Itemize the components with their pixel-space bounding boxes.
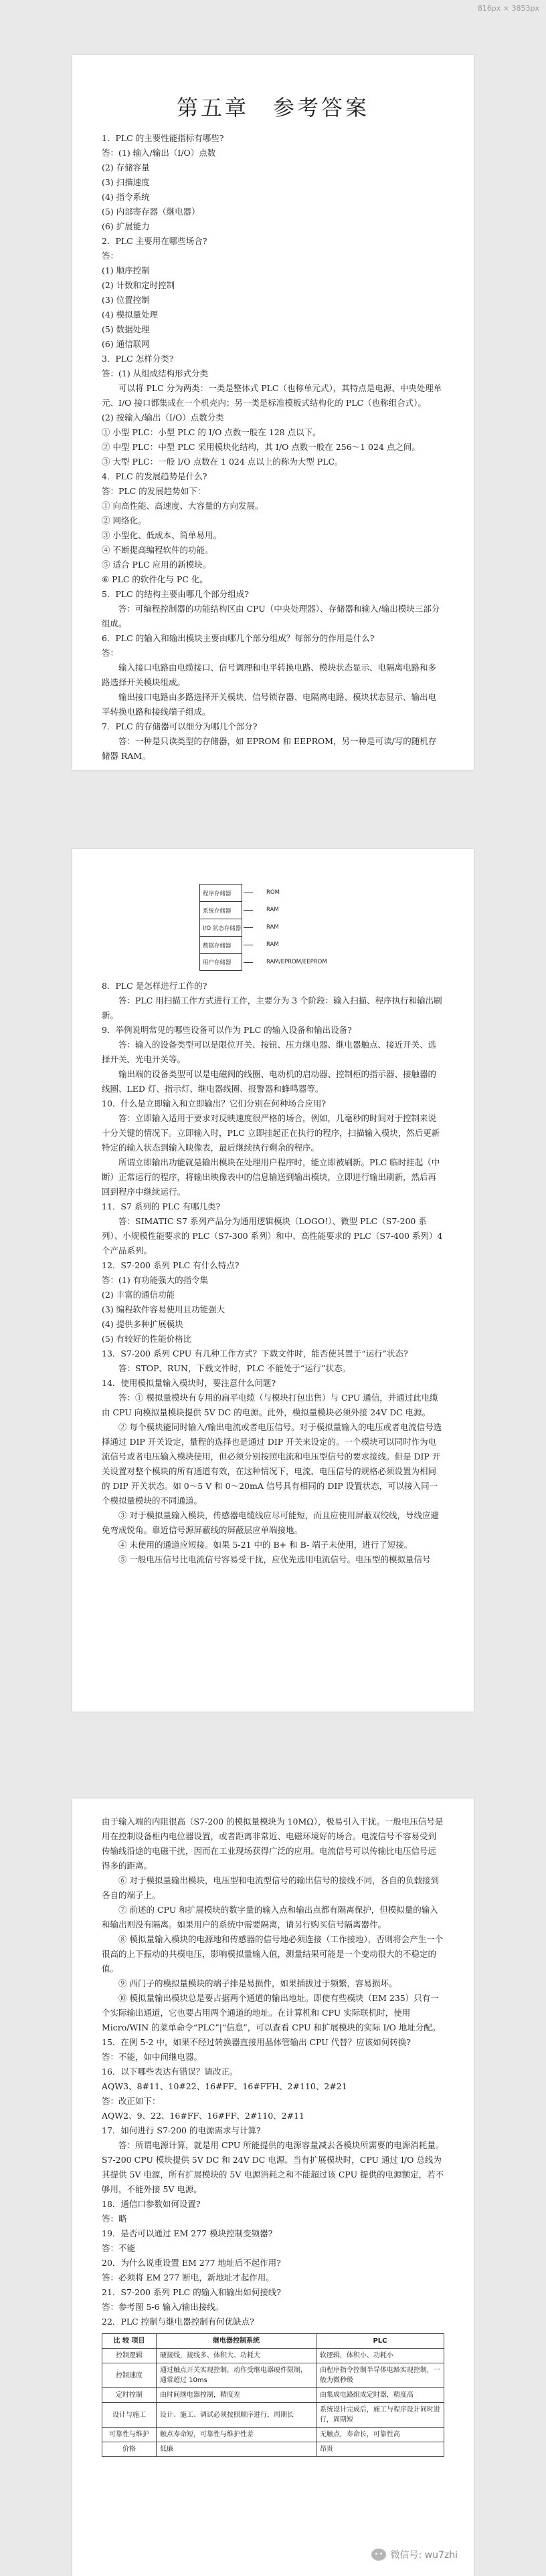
wechat-icon <box>371 2549 386 2561</box>
question-line: 2．PLC 主要用在哪些场合? <box>102 236 207 246</box>
memory-type-label: ROM <box>266 889 280 896</box>
question-line: 20．为什么说重设置 EM 277 地址后不起作用? <box>102 2258 281 2268</box>
answer-line: (3) 编程软件容易使用且功能强大 <box>102 1304 225 1314</box>
answer-line: 答：必须将 EM 277 断电，新地址才起作用。 <box>102 2272 274 2282</box>
table-cell: 控制逻辑 <box>102 2349 157 2363</box>
answer-line: ① 向高性能、高速度、大容量的方向发展。 <box>102 501 264 511</box>
memory-structure-diagram <box>199 884 347 971</box>
answer-line: ⑥ PLC 的软件化与 PC 化。 <box>102 574 208 584</box>
answer-line: (2) 存储容量 <box>102 162 150 172</box>
question-line: 21．S7-200 系列 PLC 的输入和输出如何接线? <box>102 2287 281 2297</box>
answer-line: (4) 提供多种扩展模块 <box>102 1319 183 1329</box>
chapter-title: 第五章 参考答案 <box>176 95 369 120</box>
answer-line: (2) 丰富的通信功能 <box>102 1290 175 1300</box>
table-cell: 设计、施工、调试必须按照顺序进行，周期长 <box>157 2403 316 2428</box>
memory-row <box>199 884 347 901</box>
answer-line: 答：STOP、RUN，下载文件时，PLC 不能处于“运行”状态。 <box>118 1363 351 1373</box>
table-cell: 由集成电路组成定时器，精度高 <box>316 2388 444 2403</box>
answer-line: (2) 计数和定时控制 <box>102 280 175 290</box>
answer-line: 答：不能，如中间继电器。 <box>102 2052 203 2062</box>
memory-leader-line <box>244 927 253 928</box>
question-line: 9．举例说明常见的哪些设备可以作为 PLC 的输入设备和输出设备? <box>102 1025 352 1035</box>
memory-row <box>199 936 347 953</box>
answer-line: ⑩ 模拟量输出模块总是要占据两个通道的输出地址。即使有些模块（EM 235）只有一个实际输出通道，它也要占用两个通道的地址。在计算机和 CPU 实际联机时，使用 Micro/WIN 的菜单命令“PLC”|“信息”，可以查看 CPU 和扩展模块的实际 I/O 地址分配。 <box>102 1993 441 2032</box>
answer-line: 答：不能 <box>102 2243 136 2253</box>
answer-line: ② 每个模块能同时输入/输出电流或者电压信号。对于模拟量输入的电压或者电流信号选择通过 DIP 开关设定，量程的选择也是通过 DIP 开关来设定的。一个模块可以同时作为电流信号或者电压输入模块使用，但必须分别按照电流和电压型信号的要求接线。但是 DIP 开关设置对整个模块的所有通道有效，在这种情况下，电流、电压信号的规格必须设置为相同的 DIP 开关状态。如 0～5 V 和 0～20mA 信号具有相同的 DIP 设置状态，可以接入同一个模拟量模块的不同通道。 <box>102 1422 442 1506</box>
answer-line: (3) 位置控制 <box>102 295 150 305</box>
question-line: 3．PLC 怎样分类? <box>102 354 174 364</box>
table-row <box>102 2403 444 2428</box>
question-line: 6．PLC 的输入和输出模块主要由哪几个部分组成？每部分的作用是什么? <box>102 633 375 643</box>
question-line: 16．以下哪些表达有错误？请改正。 <box>102 2067 238 2077</box>
table-row <box>102 2349 444 2363</box>
answer-line: ⑤ 一般电压信号比电流信号容易受干扰，应优先选用电流信号。电压型的模拟量信号 <box>118 1554 431 1564</box>
answer-line: ④ 未使用的通道应短接。如果 5-21 中的 B+ 和 B- 端子未使用，进行了短接。 <box>118 1540 413 1550</box>
answer-line: ⑦ 前述的 CPU 和扩展模块的数字量的输入点和输出点都有隔离保护，但模拟量的输入和输出则没有隔离。如果用户的系统中需要隔离，请另行购买信号隔离器件。 <box>102 1905 438 1929</box>
answer-line: 输入接口电路由电缆接口、信号调理和电平转换电路、模块状态显示、电隔离电路和多路选择开关模块组成。 <box>102 663 437 687</box>
question-line: 11．S7 系列的 PLC 有哪几类? <box>102 1201 221 1211</box>
answer-line: (6) 扩展能力 <box>102 221 150 231</box>
page-1-text <box>102 131 444 764</box>
question-line: 18．通信口参数如何设置? <box>102 2199 201 2209</box>
answer-line: 答：改正如下： <box>102 2096 161 2106</box>
table-cell: 通过触点开关实现控制，动作受继电器硬件限制，通常超过 10ms <box>157 2363 316 2388</box>
question-line: 8．PLC 是怎样进行工作的? <box>102 981 207 991</box>
answer-line: 答：(1) 从组成结构形式分类 <box>102 368 209 378</box>
answer-line: 可以将 PLC 分为两类：一类是整体式 PLC（也称单元式），其特点是电源、中央处理单元、I/O 接口都集成在一个机壳内；另一类是标准模板式结构化的 PLC（也称组合式）。 <box>102 383 442 408</box>
memory-row <box>199 901 347 919</box>
question-line: 10．什么是立即输入和立即输出？它们分别在何种场合应用? <box>102 1098 327 1108</box>
answer-line: (5) 内部寄存器（继电器） <box>102 207 200 217</box>
table-cell: 低廉 <box>157 2442 316 2457</box>
answer-line: AQW3、8#11、10#22、16#FF、16#FFH、2#110、2#21 <box>102 2081 347 2091</box>
table-cell: 由程序指令控制半导体电路实现控制，一般为微秒级 <box>316 2363 444 2388</box>
wechat-watermark <box>371 2548 458 2561</box>
answer-line: 答：略 <box>102 2214 127 2224</box>
table-header-cell: 比 较 项目 <box>102 2334 157 2349</box>
answer-line: 所谓立即输出功能就是输出模块在处理用户程序时，能立即被刷新。PLC 临时挂起（中断）正常运行的程序，将输出映像表中的信息输送到输出模块，立即进行输出刷新，然后再回到程序中继续运行。 <box>102 1157 440 1197</box>
answer-line: 答：立即输入适用于要求对反映速度很严格的场合，例如，几毫秒的时间对于控制来说十分关键的情况下。立即输入时，PLC 立即挂起正在执行的程序，扫描输入模块，然后更新特定的输入状态到输入映像表，最后继续执行剩余的程序。 <box>102 1113 440 1153</box>
answer-line: ① 小型 PLC：小型 PLC 的 I/O 点数一般在 128 点以下。 <box>102 427 321 437</box>
answer-line: ⑧ 模拟量输入模块的电源地和传感器的信号地必须连接（工作接地），否则将会产生一个很高的上下振动的共模电压，影响模拟量输入值，测量结果可能是一个变动很大的不稳定的值。 <box>102 1934 444 1974</box>
answer-line: 答：SIMATIC S7 系列产品分为通用逻辑模块（LOGO!）、微型 PLC（S7-200 系列）、小规模性能要求的 PLC（S7-300 系列）和中、高性能要求的 PLC（S7-400 系列）4 个产品系列。 <box>102 1216 443 1256</box>
answer-line: (2) 按输入/输出（I/O）点数分类 <box>102 413 224 423</box>
answer-line: ⑨ 西门子的模拟量模块的端子排是易损件，如果插拔过于频繁，容易损坏。 <box>118 1978 397 1988</box>
answer-line: 答：可编程控制器的功能结构区由 CPU（中央处理器）、存储器和输入/输出模块三部分组成。 <box>102 604 440 628</box>
answer-line: 答：① 模拟量模块有专用的扁平电缆（与模块打包出售）与 CPU 通信，并通过此电缆由 CPU 向模拟量模块提供 5V DC 的电源。此外，模拟量模块必须外接 24V DC 电源。 <box>102 1393 438 1417</box>
answer-line: 输出接口电路由多路选择开关模块、信号锁存器、电隔离电路、模块状态显示、输出电平转换电路和接线端子组成。 <box>102 692 437 717</box>
answer-line: ⑥ 对于模拟量输出模块，电压型和电流型信号的输出信号的接线不同，各自的负载接到各自的端子上。 <box>102 1875 439 1900</box>
answer-line: (3) 扫描速度 <box>102 177 150 187</box>
answer-line: 答：所谓电源计算，就是用 CPU 所能提供的电源容量减去各模块所需要的电源消耗量。S7-200 CPU 模块提供 5V DC 和 24V DC 电源。当有扩展模块时，CPU 通过 I/O 总线为其提供 5V 电源，所有扩展模块的 5V 电源消耗之和不能超过该 CPU 提供的电源额定，若不够用，不能外接 5V 电源。 <box>102 2140 444 2194</box>
answer-line: ③ 大型 PLC：一般 I/O 点数在 1 024 点以上的称为大型 PLC。 <box>102 457 343 467</box>
table-cell: 设计与施工 <box>102 2403 157 2428</box>
memory-row <box>199 953 347 971</box>
table-header-row <box>102 2334 444 2349</box>
answer-line: 答：参考图 5-6 输入/输出接线。 <box>102 2302 224 2312</box>
question-line: 15．在例 5-2 中，如果不经过转换器直接用晶体管输出 CPU 代替？应该如何转换? <box>102 2037 411 2047</box>
document-page-2 <box>72 849 474 1712</box>
answer-line: ② 中型 PLC：中型 PLC 采用模块化结构，其 I/O 点数一般在 256～1 024 点之间。 <box>102 442 420 452</box>
question-line: 4．PLC 的发展趋势是什么? <box>102 471 207 481</box>
memory-area-label: 程序存储器 <box>199 884 242 901</box>
memory-area-label: 数据存储器 <box>199 936 242 953</box>
memory-leader-line <box>244 962 253 963</box>
table-row <box>102 2363 444 2388</box>
document-page-1 <box>72 55 474 770</box>
answer-line: 由于输入端的内阻很高（S7-200 的模拟量模块为 10MΩ），极易引入干扰。一般电压信号是用在控制设备柜内电位器设置，或者距离非常近、电磁环境好的场合。电流信号不容易受到传输线沿途的电磁干扰，因而在工业现场获得广泛的应用。电流信号可以传输比电压信号远得多的距离。 <box>102 1817 444 1871</box>
page-3-text <box>102 1814 444 2329</box>
answer-line: 输出端的设备类型可以是电磁阀的线圈、电动机的启动器、控制柜的指示器、接触器的线圈、LED 灯、指示灯、继电器线圈、报警器和蜂鸣器等。 <box>102 1069 437 1094</box>
memory-row <box>199 919 347 936</box>
table-cell: 触点寿命短，可靠性与维护性差 <box>157 2428 316 2442</box>
answer-line: ⑤ 适合 PLC 应用的新模块。 <box>102 560 211 570</box>
table-cell: 系统设计完成后，施工与程序设计同时进行，周期短 <box>316 2403 444 2428</box>
question-line: 19．是否可以通过 EM 277 模块控制变频器? <box>102 2228 273 2238</box>
question-line: 14．使用模拟量输入模块时，要注意什么问题? <box>102 1378 276 1388</box>
memory-type-label: RAM <box>266 941 279 948</box>
memory-area-label: I/O 状态存储器 <box>199 919 242 936</box>
table-row <box>102 2442 444 2457</box>
memory-leader-line <box>244 910 253 911</box>
memory-type-label: RAM/EPROM/EEPROM <box>266 959 327 965</box>
answer-line: ② 网络化。 <box>102 515 147 525</box>
memory-type-label: RAM <box>266 907 279 913</box>
table-cell: 由时间继电器控制，精度差 <box>157 2388 316 2403</box>
memory-area-label: 用户存储器 <box>199 953 242 971</box>
answer-line: AQW2、9、22、16#FF、16#FF、2#110、2#11 <box>102 2111 305 2121</box>
table-cell: 可靠性与维护 <box>102 2428 157 2442</box>
answer-line: 答：PLC 的发展趋势如下： <box>102 486 206 496</box>
question-line: 17．如何进行 S7-200 的电源需求与计算? <box>102 2125 261 2135</box>
table-cell: 无触点，寿命长，可靠性高 <box>316 2428 444 2442</box>
table-cell: 控制速度 <box>102 2363 157 2388</box>
answer-line: 答：一种是只读类型的存储器，如 EPROM 和 EEPROM，另一种是可读/写的随机存储器 RAM。 <box>102 736 437 761</box>
answer-line: 答：输入的设备类型可以是限位开关、按钮、压力继电器、继电器触点、接近开关、选择开关、光电开关等。 <box>102 1040 437 1064</box>
document-page-3 <box>72 1798 474 2576</box>
question-line: 22．PLC 控制与继电器控制有何优缺点? <box>102 2317 254 2327</box>
answer-line: ③ 对于模拟量输入模块，传感器电缆线应尽可能短，而且应使用屏蔽双绞线，导线应避免弯成锐角。靠近信号源屏蔽线的屏蔽层应单端接地。 <box>102 1510 439 1535</box>
table-cell: 价格 <box>102 2442 157 2457</box>
table-cell: 昂贵 <box>316 2442 444 2457</box>
table-cell: 定时控制 <box>102 2388 157 2403</box>
answer-line: 答： <box>102 648 119 658</box>
memory-type-label: RAM <box>266 924 279 931</box>
question-line: 1．PLC 的主要性能指标有哪些? <box>102 133 224 143</box>
memory-area-label: 系统存储器 <box>199 901 242 919</box>
image-size-label: 816px × 3853px <box>477 4 539 13</box>
answer-line: 答： <box>102 251 119 261</box>
table-row <box>102 2388 444 2403</box>
question-line: 5．PLC 的结构主要由哪几个部分组成? <box>102 589 249 599</box>
answer-line: (6) 通信联网 <box>102 339 150 349</box>
table-row <box>102 2428 444 2442</box>
answer-line: (5) 数据处理 <box>102 324 150 334</box>
answer-line: 答：PLC 用扫描工作方式进行工作，主要分为 3 个阶段：输入扫描、程序执行和输出刷新。 <box>102 996 442 1020</box>
answer-line: 答：(1) 输入/输出（I/O）点数 <box>102 148 216 158</box>
answer-line: (4) 模拟量处理 <box>102 310 159 320</box>
answer-line: (4) 指令系统 <box>102 192 150 202</box>
table-cell: 硬接线，接线多、体积大、功耗大 <box>157 2349 316 2363</box>
question-line: 13．S7-200 系列 CPU 有几种工作方式？下载文件时，能否使其置于“运行”状态? <box>102 1349 408 1359</box>
table-cell: 软逻辑，体积小、功耗小 <box>316 2349 444 2363</box>
watermark-text: 微信号: wu7zhi <box>390 2550 458 2561</box>
table-header-cell: 继电器控制系统 <box>157 2334 316 2349</box>
answer-line: ③ 小型化、低成本、简单易用。 <box>102 530 221 540</box>
answer-line: (5) 有较好的性能价格比 <box>102 1334 192 1344</box>
page-2-text <box>102 979 444 1567</box>
question-line: 12．S7-200 系列 PLC 有什么特点? <box>102 1260 240 1270</box>
table-header-cell: PLC <box>316 2334 444 2349</box>
comparison-table <box>102 2333 444 2457</box>
answer-line: ④ 不断提高编程软件的功能。 <box>102 545 213 555</box>
answer-line: (1) 顺序控制 <box>102 265 150 275</box>
question-line: 7．PLC 的存储器可以细分为哪几个部分? <box>102 721 258 731</box>
answer-line: 答：(1) 有功能强大的指令集 <box>102 1275 209 1285</box>
